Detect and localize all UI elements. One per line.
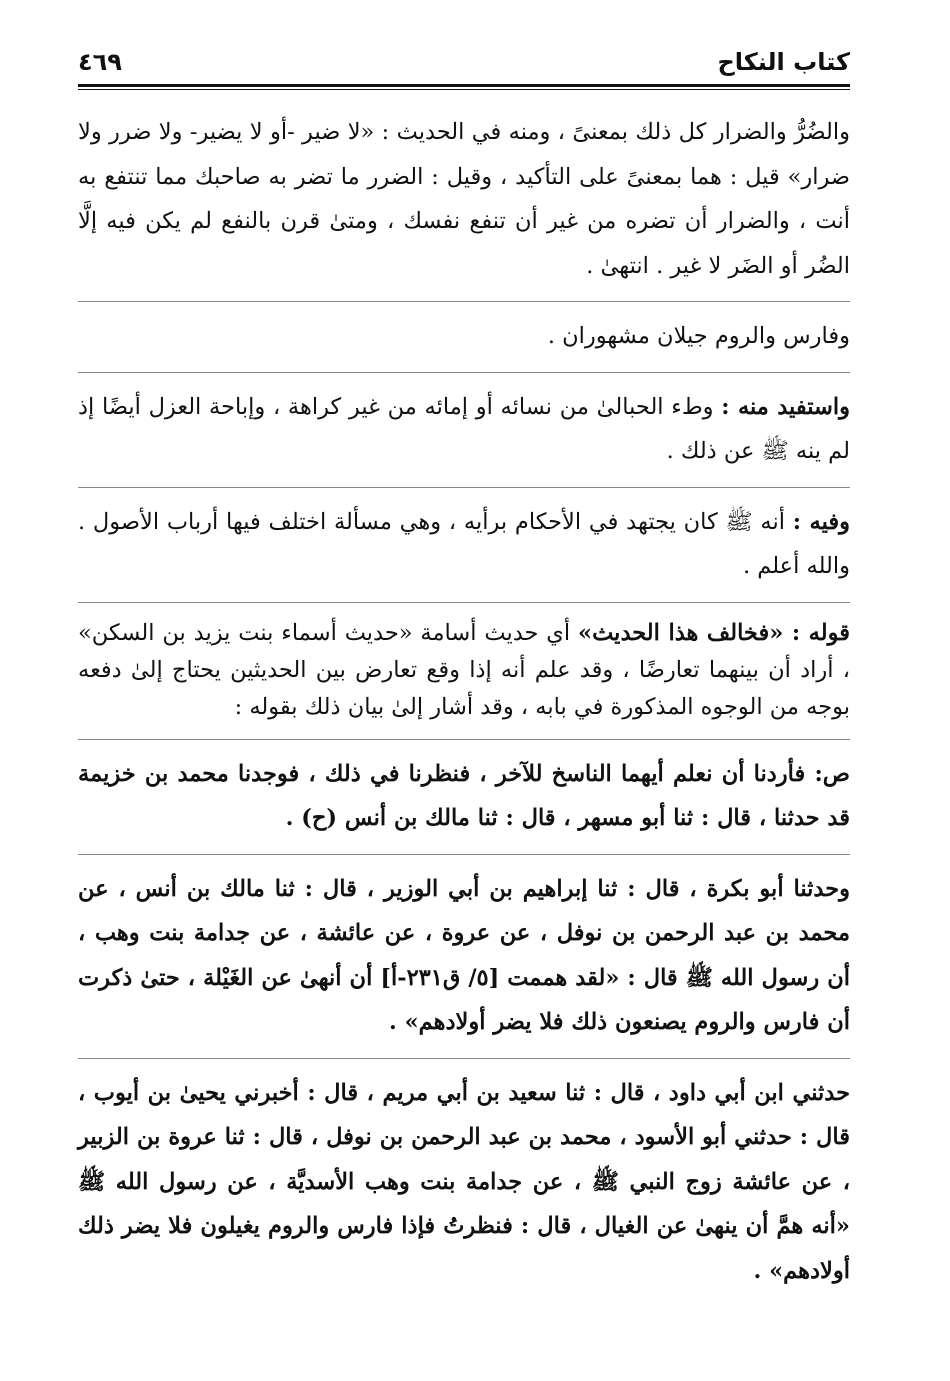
divider xyxy=(78,854,850,855)
paragraph-lead: وفيه : xyxy=(792,508,850,535)
divider xyxy=(78,301,850,302)
header-rule xyxy=(78,84,850,87)
book-title: كتاب النكاح xyxy=(717,48,850,76)
paragraph-text: وفارس والروم جيلان مشهوران . xyxy=(547,323,850,349)
paragraph-text: وحدثنا أبو بكرة ، قال : ثنا إبراهيم بن أبي الوزير ، قال : ثنا مالك بن أنس ، عن محمد بن عبد الرحمن بن نوفل ، عن عروة ، عن عائشة ، عن جدامة بنت وهب ، أن رسول الله ﷺ قال : «لقد هممت [٥/ ق٢٣١-أ] أن أنهىٰ عن الغَيْلة ، حتىٰ ذكرت أن فارس والروم يصنعون ذلك فلا يضر أولادهم» . xyxy=(78,875,850,1035)
commentary-paragraph xyxy=(78,385,850,474)
commentary-paragraph xyxy=(78,615,850,726)
paragraph-text: فأردنا أن نعلم أيهما الناسخ للآخر ، فنظرنا في ذلك ، فوجدنا محمد بن خزيمة قد حدثنا ، قال : ثنا أبو مسهر ، قال : ثنا مالك بن أنس (ح) . xyxy=(78,760,850,831)
header-rule-thin xyxy=(78,89,850,90)
commentary-paragraph xyxy=(78,314,850,359)
divider xyxy=(78,739,850,740)
paragraph-text: أي حديث أسامة «حديث أسماء بنت يزيد بن السكن» ، أراد أن بينهما تعارضًا ، وقد علم أنه إذا وقع تعارض بين الحديثين يحتاج إلىٰ دفعه بوجه من الوجوه المذكورة في بابه ، وقد أشار إلىٰ بيان ذلك بقوله : xyxy=(78,619,850,720)
matn-paragraph xyxy=(78,867,850,1045)
book-page xyxy=(78,40,850,1340)
divider xyxy=(78,487,850,488)
page-header xyxy=(78,40,850,82)
page-number: ٤٦٩ xyxy=(78,48,122,76)
paragraph-lead: ص: xyxy=(814,760,850,787)
matn-paragraph xyxy=(78,752,850,841)
paragraph-text: أنه ﷺ كان يجتهد في الأحكام برأيه ، وهي مسألة اختلف فيها أرباب الأصول . والله أعلم . xyxy=(78,508,850,579)
divider xyxy=(78,602,850,603)
paragraph-lead: واستفيد منه : xyxy=(721,393,850,420)
commentary-paragraph xyxy=(78,110,850,288)
paragraph-text: حدثني ابن أبي داود ، قال : ثنا سعيد بن أبي مريم ، قال : أخبرني يحيىٰ بن أيوب ، قال : حدثني أبو الأسود ، محمد بن عبد الرحمن بن نوفل ، قال : ثنا عروة بن الزبير ، عن عائشة زوج النبي ﷺ ، عن جدامة بنت وهب الأسديَّة ، عن رسول الله ﷺ «أنه همَّ أن ينهىٰ عن الغيال ، قال : فنظرتُ فإذا فارس والروم يغيلون فلا يضر ذلك أولادهم» . xyxy=(78,1079,850,1284)
commentary-paragraph xyxy=(78,500,850,589)
matn-paragraph xyxy=(78,1071,850,1294)
paragraph-text: والضُرُّ والضرار كل ذلك بمعنىً ، ومنه في الحديث : «لا ضير -أو لا يضير- ولا ضرر ولا ضرار» قيل : هما بمعنىً على التأكيد ، وقيل : الضرر ما تضر به صاحبك مما تنتفع به أنت ، والضرار أن تضره من غير أن تنفع نفسك ، ومتىٰ قرن بالنفع لم يكن فيه إلَّا الضُر أو الضَر لا غير . انتهىٰ . xyxy=(78,119,850,279)
divider xyxy=(78,1058,850,1059)
paragraph-lead: قوله : «فخالف هذا الحديث» xyxy=(578,619,850,646)
paragraph-text: وطء الحبالىٰ من نسائه أو إمائه من غير كراهة ، وإباحة العزل أيضًا إذ لم ينه ﷺ عن ذلك . xyxy=(78,393,850,464)
divider xyxy=(78,372,850,373)
